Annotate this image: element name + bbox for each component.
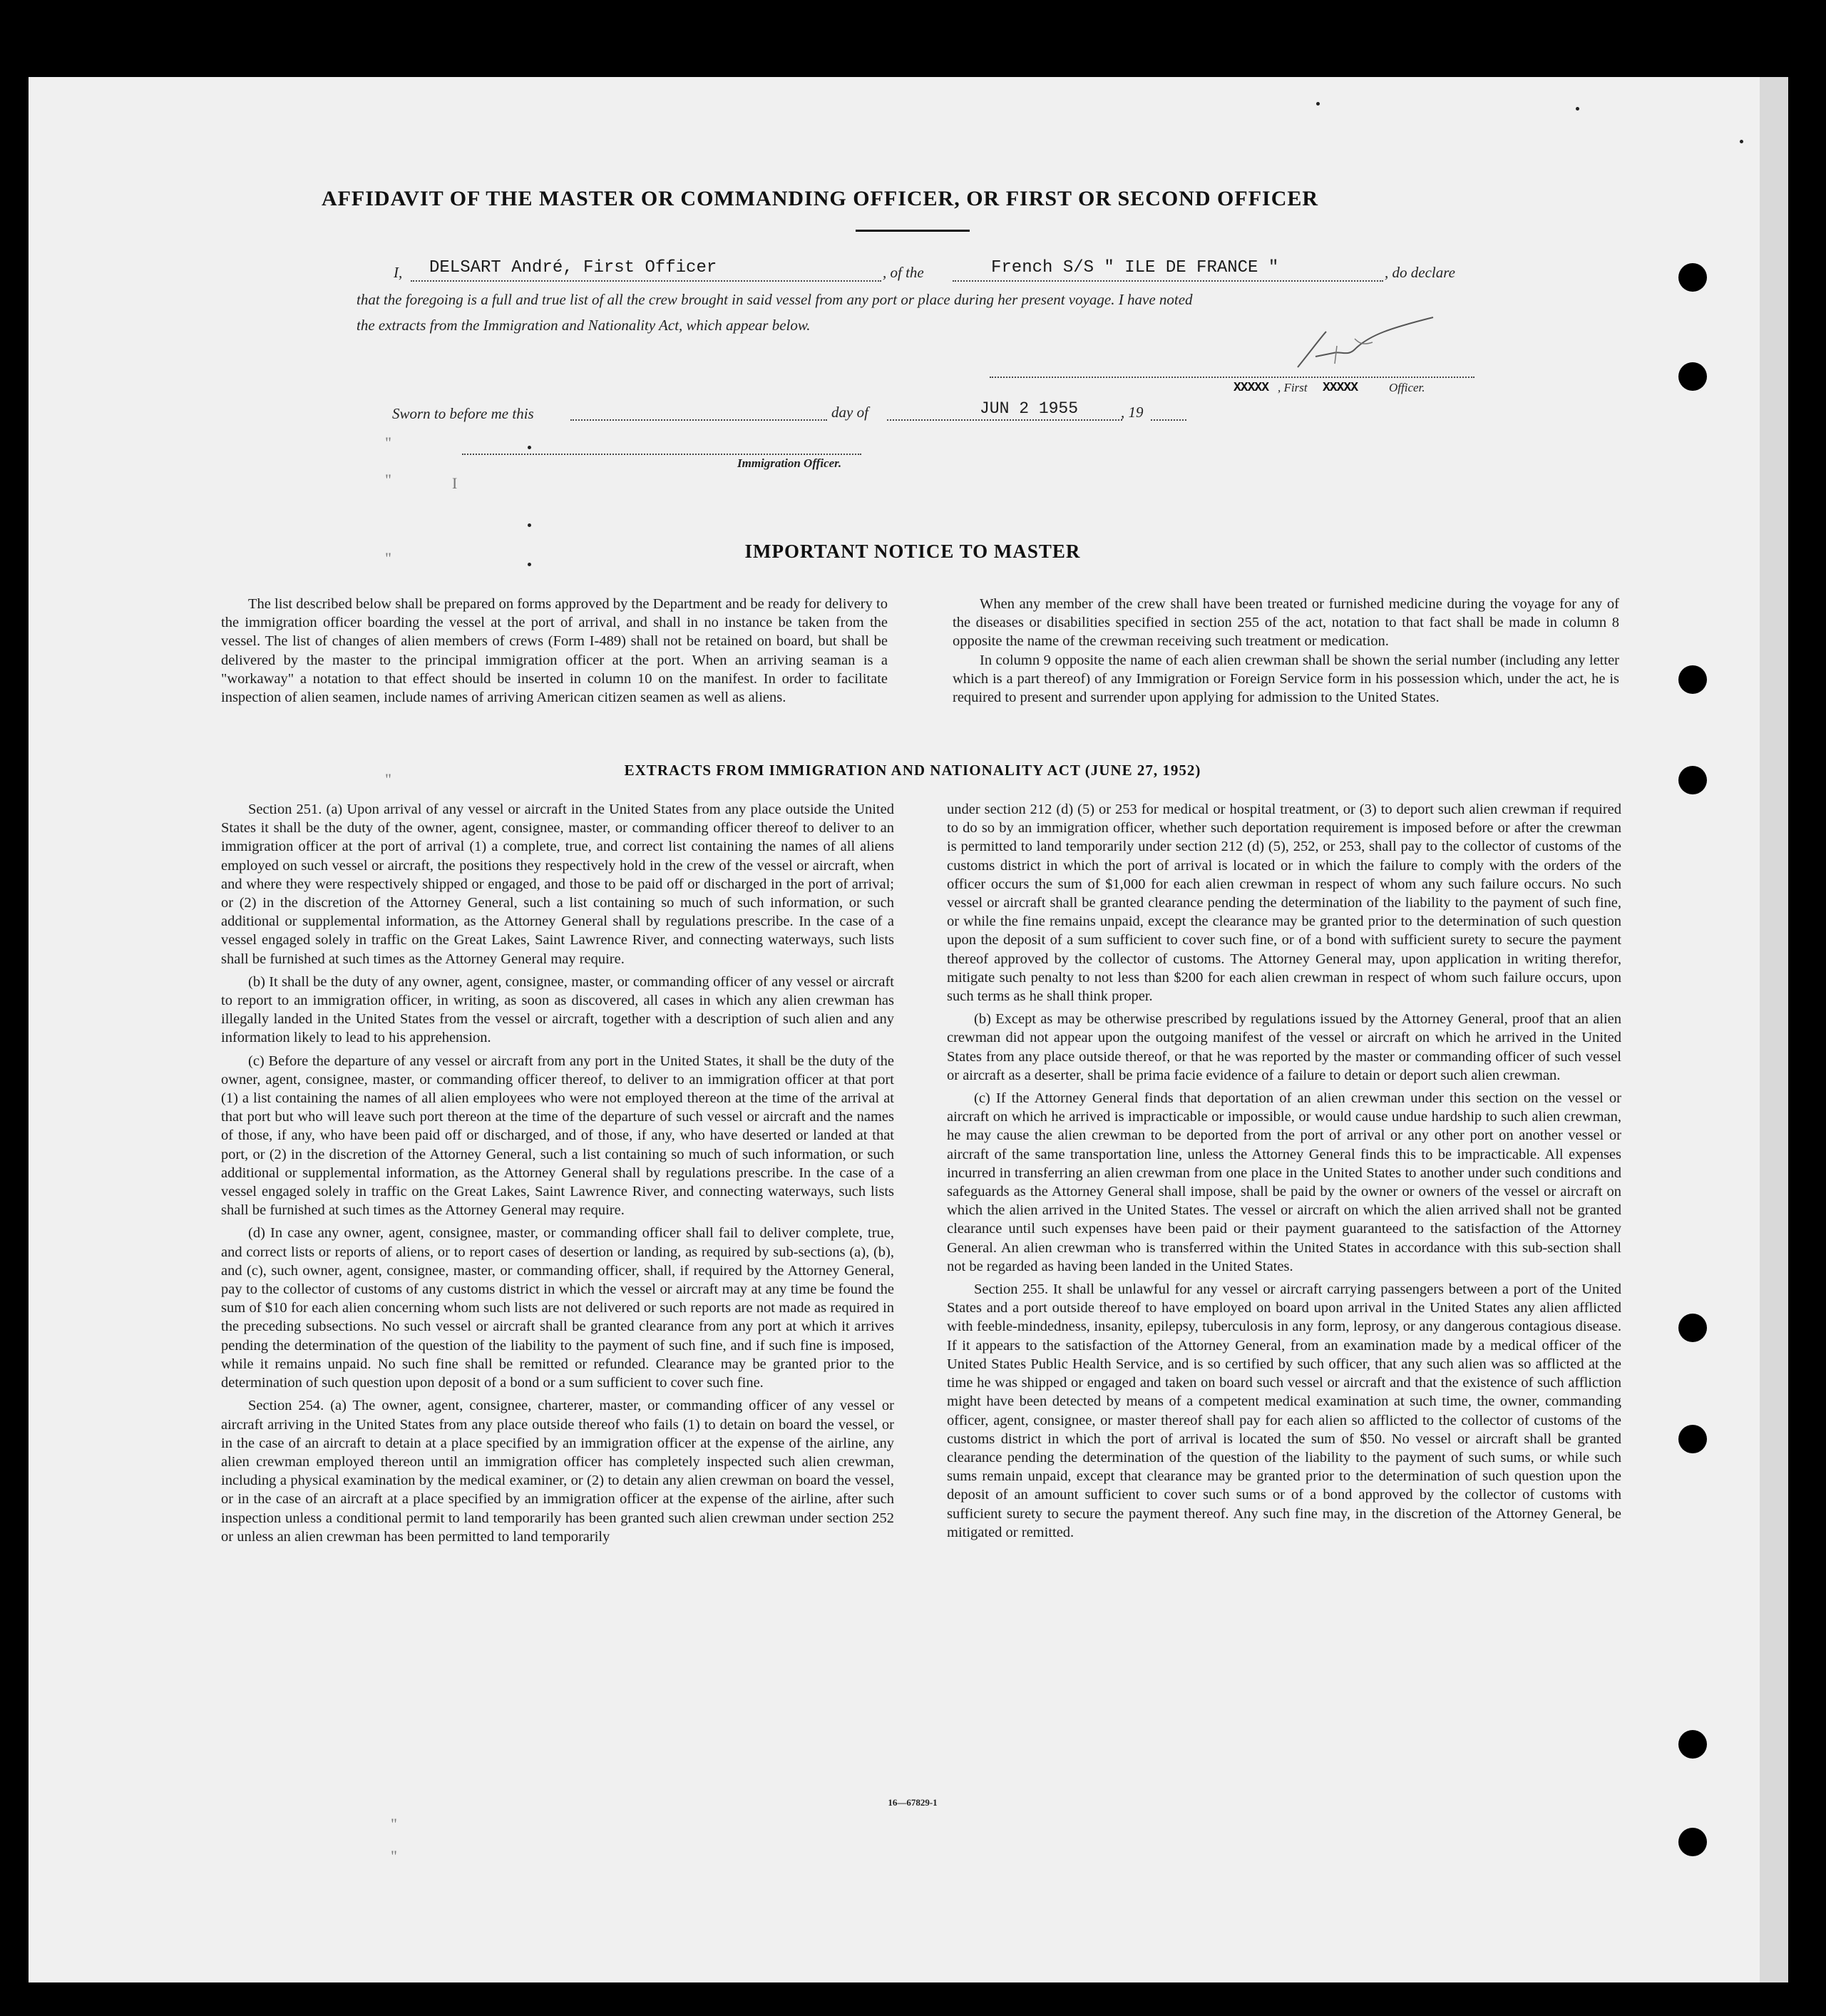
extract-paragraph: (c) Before the departure of any vessel or aircraft from any port in the United States, it shall be the duty of the owner, agent, consignee, master, or commanding officer thereof, to deliver to an immigration officer at that port (1) a list containing the names of all alien employees who were not employed thereon at the time of the arrival at that port but who will leave such port thereon at the time of the departure of such vessel or aircraft and the names of those, if any, who have been paid off or discharged, and of those, if any, who have deserted or landed at that port, or (2) in the discretion of the Attorney General, such a list containing so much of such information, or such additional or supplemental information, as the Attorney General shall by regulations prescribe. In the case of a vessel engaged solely in traffic on the Great Lakes, Saint Lawrence River, and connecting waterways, such lists shall be furnished at such times as the Attorney General may require.	[221, 1053, 894, 1219]
declaration-line-2: that the foregoing is a full and true list of all the crew brought in said vessel from any port or place during her present voyage. I have noted	[357, 291, 1193, 308]
form-code: 16—67829-1	[888, 1797, 938, 1808]
extract-paragraph: Section 255. It shall be unlawful for any vessel or aircraft carrying passengers between a port of the United States and a port outside thereof to have employed on board upon arrival in the United States any alien afflicted with feeble-mindedness, insanity, epilepsy, tuberculosis in any form, leprosy, or any dangerous contagious disease. If it appears to the satisfaction of the Attorney General, from an examination made by a medical officer of the United States Public Health Service, and is so certified by such officer, that any such alien was so afflicted at the time he was shipped or engaged and taken on board such vessel or aircraft and that the existence of such affliction might have been detected by means of a competent medical examination at such time, the owner, commanding officer, agent, consignee, or master thereof shall pay for each alien so afflicted to the collector of customs of the customs district in which the port of arrival is located the sum of $50. No vessel or aircraft shall be granted clearance pending the determination of the question of the liability to the payment of such sums, or while such sums remain unpaid, except that clearance may be granted prior to the determination of such question upon the deposit of an amount sufficient to cover such sums or of a bond approved by the collector of customs with sufficient surety to secure the payment thereof. Any such fine may, in the discretion of the Attorney General, be mitigated or remitted.	[947, 1281, 1621, 1540]
signature-mark	[1283, 307, 1447, 378]
punch-hole-5	[1678, 1314, 1707, 1342]
notice-paragraph: In column 9 opposite the name of each alien crewman shall be shown the serial number (including any letter which is a part thereof) of any Immigration or Foreign Service form in his possession which, under the act, he is required to present and surrender upon applying for admission to the United States.	[953, 652, 1619, 706]
extract-paragraph: Section 251. (a) Upon arrival of any vessel or aircraft in the United States from any place outside the United States it shall be the duty of the owner, agent, consignee, master, or commanding officer thereof to deliver to an immigration officer at the port of arrival (1) a complete, true, and correct list containing the names of all aliens employed on such vessel or aircraft, the positions they respectively hold in the crew of the vessel or aircraft, when and where they were respectively shipped or engaged, and those to be paid off or discharged in the port of arrival; or (2) in the discretion of the Attorney General, such a list containing so much of such information, or such additional or supplemental information, as the Attorney General shall by regulations prescribe. In the case of a vessel engaged solely in traffic on the Great Lakes, Saint Lawrence River, and connecting waterways, such lists shall be furnished at such times as the Attorney General may require.	[221, 802, 894, 967]
day-of-label: day of	[831, 404, 868, 421]
margin-mark: "	[385, 434, 391, 451]
struck-text-2: XXXXX	[1323, 381, 1358, 395]
notice-left-column	[221, 595, 888, 711]
speck	[528, 563, 531, 566]
margin-mark: "	[391, 1815, 397, 1833]
margin-mark: "	[385, 770, 391, 788]
form-title: AFFIDAVIT OF THE MASTER OR COMMANDING OFFICER, OR FIRST OR SECOND OFFICER	[321, 187, 1319, 210]
officer-name-line	[411, 280, 881, 282]
extract-paragraph: (b) Except as may be otherwise prescribed by regulations issued by the Attorney General, proof that an alien crewman did not appear upon the outgoing manifest of the vessel or aircraft on which he arrived in the United States from any place outside thereof, or that he was reported by the master or commanding officer of such vessel or aircraft as a deserter, shall be prima facie evidence of a failure to detain or deport such alien crewman.	[947, 1011, 1621, 1083]
immigration-officer-label: Immigration Officer.	[737, 456, 842, 470]
sworn-label: Sworn to before me this	[392, 405, 534, 422]
margin-mark: "	[391, 1847, 397, 1865]
speck	[1576, 107, 1579, 111]
vessel-name: French S/S " ILE DE FRANCE "	[991, 258, 1279, 277]
speck	[1740, 140, 1743, 143]
i-label: I,	[394, 264, 403, 281]
speck	[528, 446, 531, 449]
year-line	[1151, 419, 1186, 421]
sworn-month-line	[887, 419, 1122, 421]
sworn-day-line	[570, 419, 827, 421]
extract-paragraph: Section 254. (a) The owner, agent, consignee, charterer, master, or commanding officer of any vessel or aircraft arriving in the United States from any place outside thereof who fails (1) to detain on board the vessel, or in the case of an aircraft to detain at a place specified by an immigration officer at the expense of the airline, any alien crewman employed thereon until an immigration officer has completely inspected such alien crewman, including a physical examination by the medical examiner, or (2) to detain any alien crewman on board the vessel, or in the case of an aircraft at a place specified by an immigration officer at the expense of the airline, after such inspection unless a conditional permit to land temporarily has been granted such alien crewman under section 252 or unless an alien crewman has been permitted to land temporarily	[221, 1398, 894, 1545]
punch-hole-3	[1678, 665, 1707, 694]
speck	[528, 523, 531, 527]
margin-mark: "	[385, 549, 391, 567]
struck-text-1: XXXXX	[1233, 381, 1269, 395]
margin-mark: I	[452, 474, 458, 492]
extract-paragraph: (d) In case any owner, agent, consignee, master, or commanding officer shall fail to deliver complete, true, and correct lists or reports of aliens, or to report cases of desertion or landing, as required by sub-sections (a), (b), and (c), such owner, agent, consignee, master, or commanding officer, shall, if required by the Attorney General, pay to the collector of customs of any customs district in which the vessel or aircraft may at any time be found the sum of $10 for each alien concerning whom such lists are not delivered or such reports are not made as required in the preceding subsections. No such vessel or aircraft shall be granted clearance from any port at which it arrives pending the determination of the question of the liability to the payment of such fine, and if such fine is imposed, while it remains unpaid. No such fine shall be remitted or refunded. Clearance may be granted prior to the determination of such question upon deposit of a bond or a sum sufficient to cover such fine.	[221, 1225, 894, 1391]
punch-hole-7	[1678, 1730, 1707, 1759]
officer-name: DELSART André, First Officer	[429, 258, 717, 277]
extracts-title: EXTRACTS FROM IMMIGRATION AND NATIONALITY ACT (JUNE 27, 1952)	[624, 762, 1201, 779]
signature-line	[990, 377, 1474, 378]
date-stamp: JUN 2 1955	[980, 399, 1079, 418]
declaration-line-3: the extracts from the Immigration and Nationality Act, which appear below.	[357, 317, 811, 334]
extracts-left-column	[221, 800, 894, 1550]
extract-paragraph: (c) If the Attorney General finds that deportation of an alien crewman under this section on the vessel or aircraft on which he arrived is impracticable or impossible, or would cause undue hardship to such alien crewman, he may cause the alien crewman to be deported from the port of arrival or any other port on another vessel or aircraft of the same transportation line, unless the Attorney General finds this to be impracticable. All expenses incurred in transferring an alien crewman from one place in the United States to another under such conditions and safeguards as the Attorney General shall impose, shall be paid by the owner or owners of the vessel or aircraft on which the alien arrived in the United States. The vessel or aircraft on which the alien arrived shall not be granted clearance until such expenses have been paid or their payment guaranteed to the satisfaction of the Attorney General. An alien crewman who is transferred within the United States in accordance with this sub-section shall not be regarded as having been landed in the United States.	[947, 1090, 1621, 1274]
signature-caption-mid: , First	[1278, 381, 1308, 394]
title-divider	[856, 230, 970, 232]
extract-paragraph: under section 212 (d) (5) or 253 for medical or hospital treatment, or (3) to deport such alien crewman if required to do so by an immigration officer, whether such deportation requirement is imposed before or after the crewman is permitted to land temporarily under section 212 (d) (5), 252, or 253, shall pay to the collector of customs of the customs district in which the port of arrival is located or in which the failure to comply with the orders of the officer occurs the sum of $1,000 for each alien crewman in respect of whom any such failure occurs. No such vessel or aircraft shall be granted clearance pending the determination of the liability to the payment of such fine, or while the fine remains unpaid, except the clearance may be granted prior to the determination of such question upon the deposit of a sum sufficient to cover such fine, or of a bond with sufficient surety to secure the payment thereof approved by the collector of customs. The Attorney General may, upon application in writing therefor, mitigate such penalty to not less than $200 for each alien crewman in respect of whom such failure occurs, upon such terms as he shall think proper.	[947, 802, 1621, 1005]
punch-hole-2	[1678, 362, 1707, 391]
punch-hole-6	[1678, 1425, 1707, 1453]
do-declare-label: , do declare	[1385, 264, 1455, 281]
extracts-right-column	[947, 800, 1621, 1546]
immigration-officer-line	[462, 454, 861, 455]
notice-paragraph: When any member of the crew shall have been treated or furnished medicine during the voyage for any of the diseases or disabilities specified in section 255 of the act, notation to that fact shall be made in column 8 opposite the name of the crewman receiving such treatment or medication.	[953, 596, 1619, 650]
punch-hole-8	[1678, 1828, 1707, 1856]
margin-mark: "	[385, 471, 391, 488]
year-suffix: , 19	[1121, 404, 1144, 421]
vessel-line	[953, 280, 1383, 282]
signature-caption-end: Officer.	[1389, 381, 1425, 394]
notice-right-column	[953, 595, 1619, 711]
page-edge	[1760, 77, 1788, 1982]
punch-hole-4	[1678, 766, 1707, 794]
notice-paragraph: The list described below shall be prepared on forms approved by the Department and be ready for delivery to the immigration officer boarding the vessel at the port of arrival, and shall in no instance be taken from the vessel. The list of changes of alien members of crews (Form I-489) shall not be retained on board, but shall be delivered by the master to the principal immigration officer at the port. When an arriving seaman is a "workaway" a notation to that effect should be inserted in column 10 on the manifest. In order to facilitate inspection of alien seamen, include names of arriving American citizen seamen as well as aliens.	[221, 596, 888, 706]
extract-paragraph: (b) It shall be the duty of any owner, agent, consignee, master, or commanding officer of any vessel or aircraft to report to an immigration officer, in writing, as soon as discovered, all cases in which any alien crewman has illegally landed in the United States from the vessel or aircraft, together with a description of such alien and any information likely to lead to his apprehension.	[221, 973, 894, 1046]
notice-title: IMPORTANT NOTICE TO MASTER	[744, 541, 1081, 562]
speck	[1316, 102, 1320, 106]
punch-hole-1	[1678, 263, 1707, 292]
of-the-label: , of the	[883, 264, 924, 281]
